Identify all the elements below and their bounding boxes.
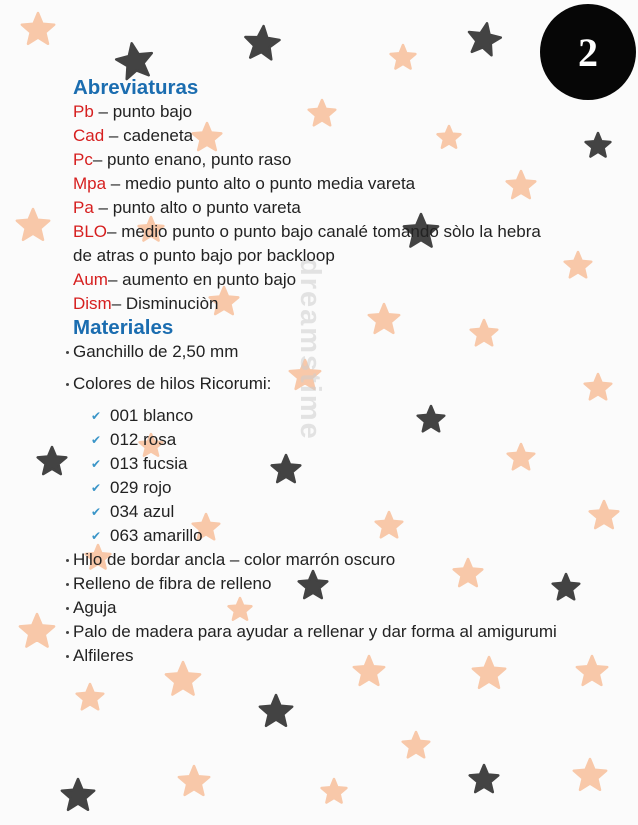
material-item (73, 572, 563, 596)
color-text: 001 blanco (110, 406, 194, 425)
peach-star-icon (17, 209, 49, 240)
abbreviation-item (73, 124, 563, 148)
abbreviation-code: Pc (73, 150, 93, 169)
bullet-icon (66, 351, 69, 354)
abbreviation-code: BLO (73, 222, 108, 241)
peach-star-icon (22, 13, 54, 44)
peach-star-icon (590, 501, 619, 528)
abbreviation-item (73, 196, 563, 220)
bullet-icon (66, 607, 69, 610)
color-item (91, 500, 563, 524)
bullet-icon (66, 583, 69, 586)
checkmark-icon: ✔ (91, 457, 102, 471)
gray-star-icon (116, 43, 152, 79)
abbreviation-code: Cad (73, 126, 105, 145)
material-text: Alfileres (73, 646, 134, 665)
abbreviation-item (73, 292, 563, 316)
abbreviation-meaning: – punto alto o punto vareta (93, 198, 301, 217)
abbreviation-item (73, 100, 563, 124)
color-text: 029 rojo (110, 478, 172, 497)
bullet-icon (66, 655, 69, 658)
color-text: 013 fucsia (110, 454, 188, 473)
abbreviation-item (73, 172, 563, 196)
bullet-icon (66, 383, 69, 386)
abbreviation-item (73, 148, 563, 172)
peach-star-icon (179, 766, 209, 795)
material-text: Relleno de fibra de relleno (73, 574, 272, 593)
abbreviation-code: Pb (73, 102, 94, 121)
material-text: Hilo de bordar ancla – color marrón oscuro (73, 550, 396, 569)
abbreviation-meaning: – cadeneta (104, 126, 194, 145)
peach-star-icon (574, 759, 606, 790)
color-text: 063 amarillo (110, 526, 203, 545)
gray-star-icon (245, 26, 279, 59)
material-item (73, 596, 563, 620)
material-text: Colores de hilos Ricorumi: (73, 374, 272, 393)
watermark: dreamstime (294, 258, 326, 441)
checkmark-icon: ✔ (91, 481, 102, 495)
peach-star-icon (77, 684, 104, 709)
peach-star-icon (20, 614, 54, 647)
gray-star-icon (62, 779, 94, 810)
color-text: 034 azul (110, 502, 175, 521)
content (73, 76, 563, 668)
gray-star-icon (469, 23, 501, 55)
materials-list (73, 340, 563, 668)
material-item (73, 548, 563, 572)
peach-star-icon (585, 374, 612, 399)
color-item (91, 428, 563, 452)
color-text: 012 rosa (110, 430, 177, 449)
color-item (91, 404, 563, 428)
abbreviation-code: Mpa (73, 174, 107, 193)
bullet-icon (66, 631, 69, 634)
gray-star-icon (470, 765, 499, 792)
abbreviation-meaning: – punto bajo (93, 102, 193, 121)
color-item (91, 452, 563, 476)
checkmark-icon: ✔ (91, 529, 102, 543)
material-item (73, 620, 563, 644)
gray-star-icon (38, 447, 67, 474)
abbreviation-code: Pa (73, 198, 94, 217)
material-text: Aguja (73, 598, 117, 617)
bullet-icon (66, 559, 69, 562)
abbreviation-meaning: – medio punto alto o punto media vareta (106, 174, 416, 193)
material-item (73, 372, 563, 548)
peach-star-icon (322, 779, 347, 803)
checkmark-icon: ✔ (91, 409, 102, 423)
material-text: Palo de madera para ayudar a rellenar y dar forma al amigurumi (73, 622, 557, 641)
peach-star-icon (577, 656, 607, 685)
abbreviations-heading: Abreviaturas (73, 76, 199, 99)
checkmark-icon: ✔ (91, 433, 102, 447)
checkmark-icon: ✔ (91, 505, 102, 519)
color-item (91, 524, 563, 548)
gray-star-icon (260, 695, 292, 726)
abbreviation-item (73, 268, 563, 292)
material-text: Ganchillo de 2,50 mm (73, 342, 239, 361)
material-item (73, 644, 563, 668)
color-item (91, 476, 563, 500)
material-item (73, 340, 563, 364)
abbreviation-meaning: – punto enano, punto raso (92, 150, 292, 169)
peach-star-icon (391, 45, 416, 69)
yarn-colors-list (73, 404, 563, 548)
peach-star-icon (565, 252, 592, 277)
page-number: 2 (578, 29, 598, 75)
abbreviations-list (73, 100, 563, 316)
materials-heading: Materiales (73, 316, 174, 339)
peach-star-icon (403, 732, 430, 757)
abbreviation-meaning: – medio punto o punto bajo canalé tomando sòlo la hebra de atras o punto bajo por backloop (73, 222, 541, 265)
abbreviation-code: Dism (73, 294, 112, 313)
gray-star-icon (586, 133, 611, 157)
abbreviation-code: Aum (73, 270, 108, 289)
abbreviation-meaning: – aumento en punto bajo (107, 270, 297, 289)
abbreviation-item (73, 220, 563, 268)
abbreviation-meaning: – Disminuciòn (111, 294, 219, 313)
